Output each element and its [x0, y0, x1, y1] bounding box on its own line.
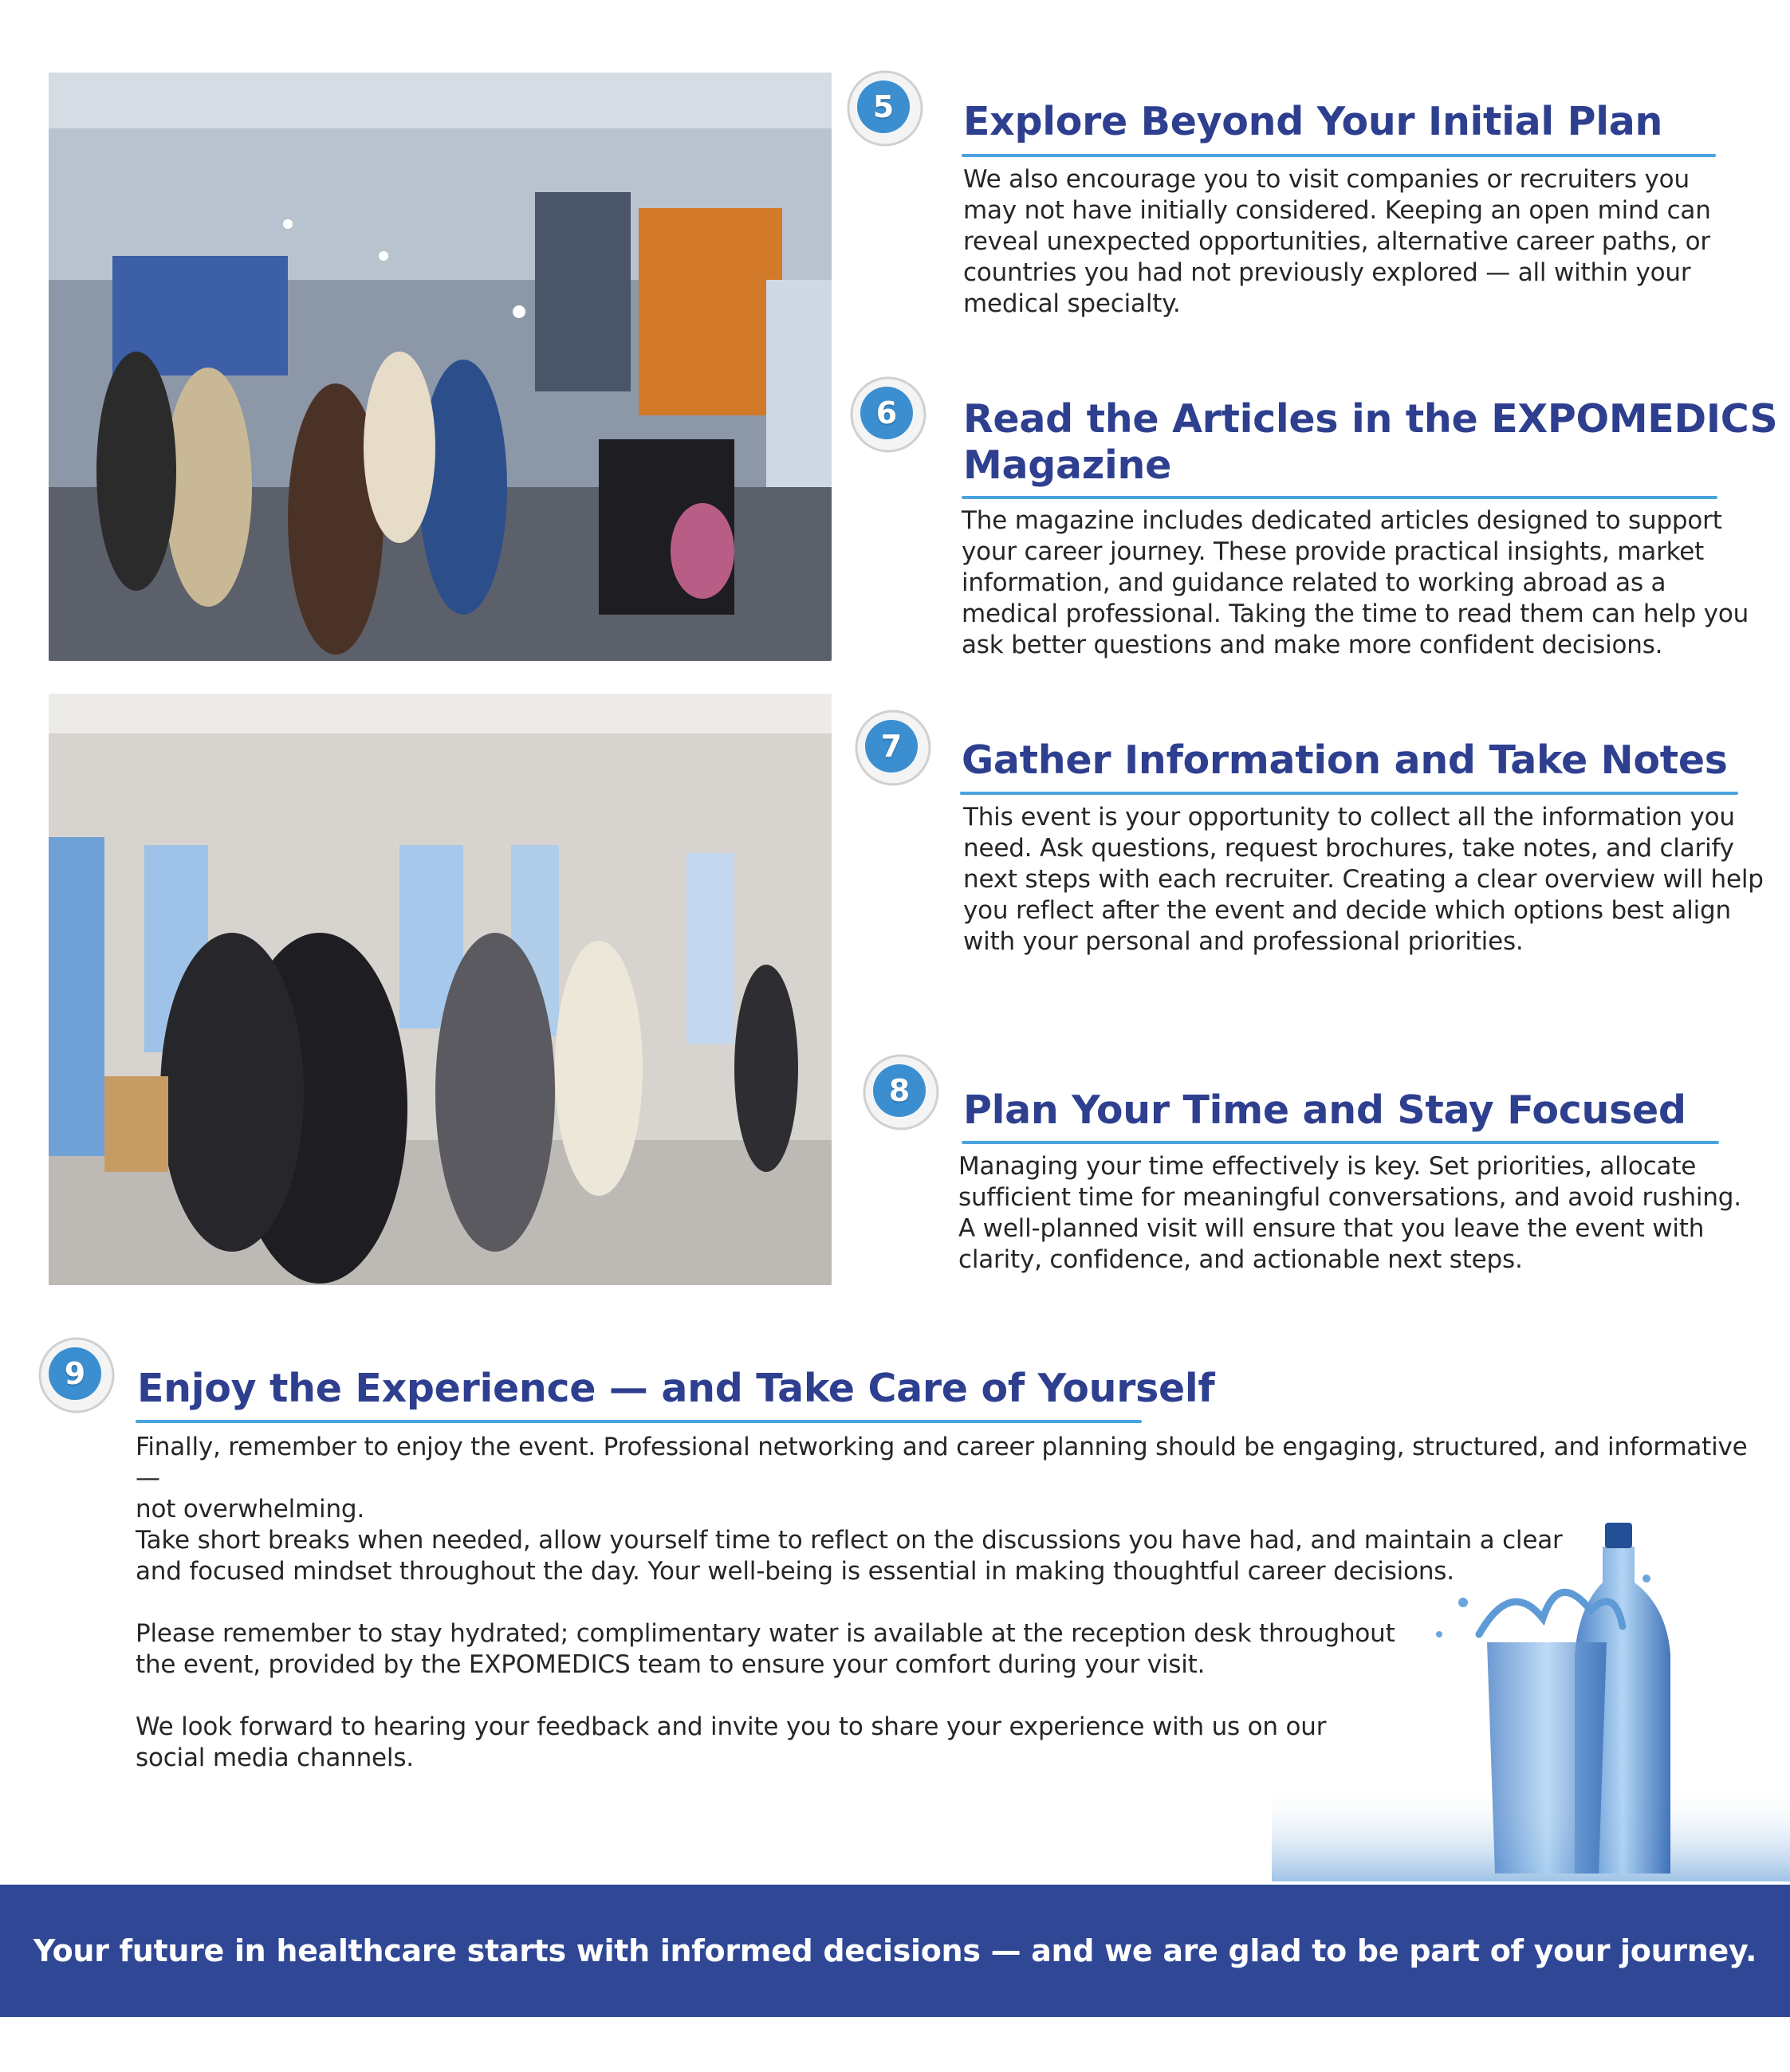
step-8-body: Managing your time effectively is key. Set priorities, allocate sufficient time for meaningful conversations, and avoid rushing. A well-planned visit will ensure that you leave the event with clarity, confidence, and actionable next steps.	[958, 1152, 1741, 1274]
step-7-heading: Gather Information and Take Notes	[962, 737, 1728, 783]
footer-banner-text: Your future in healthcare starts with informed decisions — and we are glad to be part of your journey.	[33, 1933, 1757, 1968]
step-6-number: 6	[875, 395, 898, 431]
step-8-rule	[962, 1141, 1719, 1144]
step-5-heading: Explore Beyond Your Initial Plan	[963, 99, 1663, 144]
step-9-badge	[37, 1335, 116, 1415]
step-5-rule	[962, 154, 1716, 157]
step-6-rule	[962, 496, 1717, 499]
step-5-number: 5	[872, 89, 895, 124]
event-photo-2	[49, 694, 832, 1285]
step-7-badge	[853, 708, 933, 788]
step-7-number: 7	[880, 729, 903, 764]
step-8-heading: Plan Your Time and Stay Focused	[963, 1087, 1686, 1133]
step-5-body: We also encourage you to visit companies or recruiters you may not have initially considered. Keeping an open mind can reveal unexpected opportunities, alternative career paths, or countries you had not previously explored — all within your medical specialty.	[963, 165, 1711, 318]
step-6-badge	[848, 375, 928, 454]
step-9-body: Finally, remember to enjoy the event. Professional networking and career planning should be engaging, structured, and informative — not overwhelming. Take short breaks when needed, allow yourself time to reflect on the discussions you have had, and maintain a clear and focused mindset throughout the day. Your well-being is essential in making thoughtful career decisions. Please remember to stay hydrated; complimentary water is available at the reception desk throughout the event, provided by the EXPOMEDICS team to ensure your comfort during your visit. We look forward to hearing your feedback and invite you to share your experience with us on our social media channels.	[136, 1433, 1748, 1772]
step-6-body: The magazine includes dedicated articles designed to support your career journey. These provide practical insights, market information, and guidance related to working abroad as a medical professional. Taking the time to read them can help you ask better questions and make more confident decisions.	[962, 506, 1749, 659]
step-6-heading: Read the Articles in the EXPOMEDICS Magazine	[963, 396, 1778, 488]
water-bottle-glass-image	[1272, 1483, 1790, 1881]
step-9-number: 9	[64, 1356, 86, 1391]
event-photo-1	[49, 73, 832, 661]
step-8-number: 8	[888, 1073, 911, 1108]
footer-banner	[0, 1885, 1790, 2017]
step-7-body: This event is your opportunity to collect all the information you need. Ask questions, request brochures, take notes, and clarify next steps with each recruiter. Creating a clear overview will help you reflect after the event and decide which options best align with your personal and professional priorities.	[963, 803, 1764, 956]
step-7-rule	[960, 792, 1738, 795]
step-5-badge	[845, 69, 925, 148]
step-9-rule	[136, 1420, 1142, 1423]
step-9-heading: Enjoy the Experience — and Take Care of Yourself	[137, 1366, 1215, 1411]
step-8-badge	[861, 1052, 941, 1132]
